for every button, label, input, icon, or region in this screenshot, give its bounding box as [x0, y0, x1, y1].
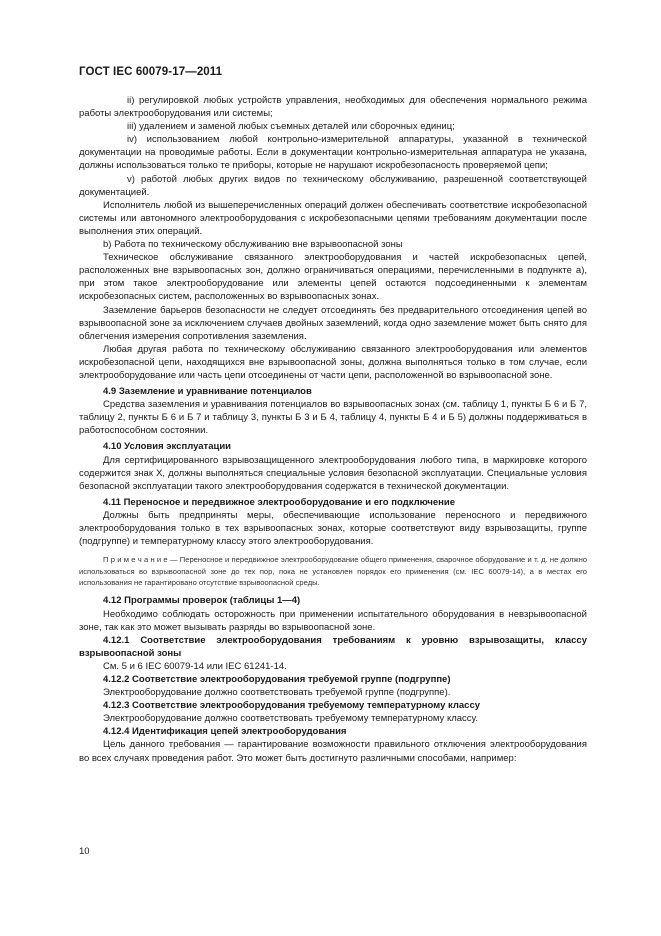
- section-heading-4-12-4: 4.12.4 Идентификация цепей электрооборудования: [103, 726, 347, 738]
- paragraph: См. 5 и 6 IEC 60079-14 или IEC 61241-14.: [103, 660, 287, 672]
- section-heading-4-12: 4.12 Программы проверок (таблицы 1—4): [103, 595, 301, 607]
- paragraph: Любая другая работа по техническому обслуживанию связанного электрооборудования или элементов искробезопасной цепи, находящихся вне взрывоопасной зоны, должна выполняться только в том случае, если электрооборудование или часть цепи отсоединены от части цепи, расположенной во взрывоопасной зоне.: [79, 343, 587, 381]
- paragraph: b) Работа по техническому обслуживанию вне взрывоопасной зоны: [103, 239, 403, 251]
- paragraph: Электрооборудование должно соответствовать требуемой группе (подгруппе).: [103, 687, 451, 699]
- paragraph: Заземление барьеров безопасности не следует отсоединять без предварительного отсоединения цепей во взрывоопасной зоне за исключением случаев двойных заземлений, когда одно заземление может быть снято для облегчения измерения сопротивления заземления.: [79, 304, 587, 342]
- paragraph: Электрооборудование должно соответствовать требуемому температурному классу.: [103, 713, 478, 725]
- paragraph: Необходимо соблюдать осторожность при применении испытательного оборудования в невзрывоопасной зоне, так как это может вызывать разряды во взрывоопасной зоне.: [79, 608, 587, 633]
- section-heading-4-10: 4.10 Условия эксплуатации: [103, 441, 232, 453]
- section-heading-4-12-1: 4.12.1 Соответствие электрооборудования требованиям к уровню взрывозащиты, классу взрывоопасной зоны: [79, 634, 587, 659]
- section-heading-4-11: 4.11 Переносное и передвижное электрооборудование и его подключение: [103, 496, 456, 508]
- paragraph: Цель данного требования — гарантирование возможности правильного отключения электрооборудования во всех случаях проведения работ. Это может быть достигнуто различными способами, например:: [79, 739, 587, 764]
- paragraph: Должны быть предприняты меры, обеспечивающие использование переносного и передвижного электрооборудования только в тех взрывоопасных зонах, которые соответствуют виду взрывозащиты, группе (подгруппе) и температурному классу этого электрооборудования.: [79, 509, 587, 548]
- document-body: [79, 94, 587, 765]
- section-heading-4-9: 4.9 Заземление и уравнивание потенциалов: [103, 386, 312, 398]
- paragraph: v) работой любых других видов по техническому обслуживанию, разрешенной соответствующей документацией.: [79, 173, 587, 198]
- paragraph: iv) использованием любой контрольно-измерительной аппаратуры, указанной в технической документации на проводимые работы. Если в документации контрольно-измерительная аппаратура не указана, должны использоваться только те приборы, которые не нарушают искробезопасность проверяемой цепи;: [79, 134, 587, 172]
- paragraph: Средства заземления и уравнивания потенциалов во взрывоопасных зонах (см. таблицу 1, пункты Б 6 и Б 7, таблицу 2, пункты Б 6 и Б 7 и таблицу 3, пункты Б 3 и Б 4, таблицу 4, пункты Б 4 и Б 5) должны поддерживаться в работоспособном состоянии.: [79, 399, 587, 437]
- section-heading-4-12-3: 4.12.3 Соответствие электрооборудования требуемому температурному классу: [103, 700, 481, 712]
- paragraph: iii) удалением и заменой любых съемных деталей или сборочных единиц;: [127, 121, 455, 133]
- section-heading-4-12-2: 4.12.2 Соответствие электрооборудования требуемой группе (подгруппе): [103, 673, 451, 685]
- note: П р и м е ч а н и е — Переносное и передвижное электрооборудование общего применения, сварочное оборудование и т. д. не должно использоваться во взрывоопасной зоне до тех пор, пока не установлен порядок его применения (см. IEC 60079-14), а в местах его использования не гарантировано отсутствие взрывоопасной среды.: [79, 555, 587, 587]
- paragraph: Техническое обслуживание связанного электрооборудования и частей искробезопасных цепей, расположенных вне взрывоопасных зон, должно ограничиваться операциями, перечисленными в подпункте а), при этом такое электрооборудование или элементы цепей остаются подсоединенными к элементам искробезопасных систем, расположенных во взрывоопасных зонах.: [79, 252, 587, 303]
- paragraph: Для сертифицированного взрывозащищенного электрооборудования любого типа, в маркировке которого содержится знак X, должны выполняться специальные условия безопасной эксплуатации. Специальные условия безопасной эксплуатации такого электрооборудования содержатся в технической документации.: [79, 454, 587, 492]
- document-header: ГОСТ IEC 60079-17—2011: [79, 66, 223, 78]
- paragraph: Исполнитель любой из вышеперечисленных операций должен обеспечивать соответствие искробезопасной системы или автономного электрооборудования с искробезопасными цепями требованиям документации после выполнения этих операций.: [79, 199, 587, 237]
- paragraph: ii) регулировкой любых устройств управления, необходимых для обеспечения нормального режима работы электрооборудования или системы;: [79, 95, 587, 120]
- page-number: 10: [79, 846, 90, 857]
